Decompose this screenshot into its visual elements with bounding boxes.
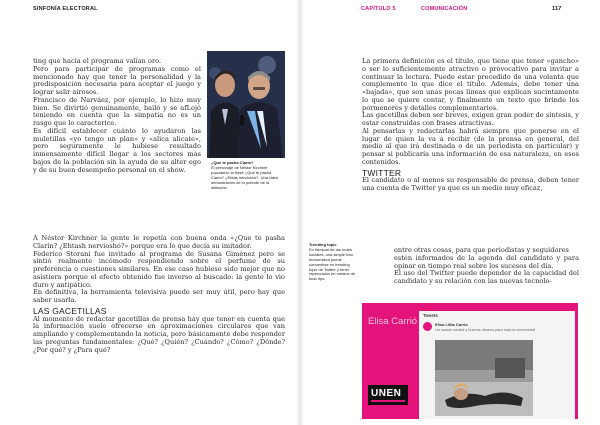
left-column-bottom xyxy=(33,235,285,354)
tweet-photo-illustration xyxy=(435,340,533,416)
section-heading-gacetillas: LAS GACETILLAS xyxy=(33,305,107,316)
twitter-screenshot xyxy=(362,303,578,419)
side-note-text: En tiempos de las redes sociales, una simple foto humorística puede convertirse en trending topic de Twitter y tener repercusión en medios de todo tipo. xyxy=(309,246,356,282)
tweet-text: Un saludo cordial y buenos deseos para toda la comunidad xyxy=(435,328,535,332)
page-number: 117 xyxy=(552,6,562,12)
body-paragraph: Las gacetillas deben ser breves, exigen gran poder de síntesis, y estar construidas con frases atractivas. xyxy=(362,111,579,127)
section-label: COMUNICACIÓN xyxy=(421,6,468,12)
tweets-tab-label: Tweets xyxy=(423,313,438,318)
tweet-photo xyxy=(435,340,533,416)
tweet-handle: Elisa Lilita Carrió xyxy=(435,322,468,327)
body-paragraph: ting que hacía el programa valían oro. xyxy=(33,57,162,65)
tv-show-photo-illustration xyxy=(207,51,285,158)
imitation-photo xyxy=(207,51,285,158)
body-paragraph: Francisco de Narváez, por ejemplo, lo hizo muy bien. Se divirtió genuinamente, bailó y se afLojó teniendo en cuenta que la simpatía no es un rasgo que lo caracterice. xyxy=(33,95,201,127)
book-gutter xyxy=(296,0,304,425)
twitter-profile-name: Elisa Carrió xyxy=(368,316,418,327)
section-heading-twitter: TWITTER xyxy=(362,167,402,178)
twitter-avatar xyxy=(423,322,432,331)
photo-caption-text: El personaje de Néstor Kirchner popularizó la frase ¿Qué te pasha Clarín? ¿Ehtás nervioshó?. Una clara demostración de lo potente de la imitación. xyxy=(211,164,278,190)
body-paragraph: En definitiva, la herramienta televisiva puede ser muy útil, pero hay que saber usarla. xyxy=(33,288,285,304)
body-paragraph: A Néstor Kirchner la gente le repetía con buena onda «¿Que te pasha Clarín? ¿Ehtash nervioshó?» porque era lo que decía su imitador. xyxy=(33,234,285,250)
photo-caption-title: ¿Qué te pasha Clarín? xyxy=(211,160,254,165)
body-paragraph: Al pensarlas y redactarlas habrá siempre que ponerse en el lugar de quien la va a recibir (de la prensa en general, del medio al que irá destinada o de un periodista en particular) y pensar si publicaría una información de esa naturaleza, en esos contenidos. xyxy=(362,126,579,166)
body-paragraph: La primera definición es el título, que tiene que tener «gancho» o ser lo suficientemente atractivo o provocativo para invitar a continuar la lectura. Puede estar precedido de una volanta que complemente lo que dice el título. Además, debe tener una «bajada», que son unas pocas líneas que explican sucintamente lo que se quiere contar, y finalmente un texto que brinde los pormenores y detalles complementarios. xyxy=(362,57,579,112)
wrapped-line: El uso del Twitter puede depender de la capacidad del candidato y su relación con las nuevas tecnolo- xyxy=(394,269,579,285)
chapter-label: CAPÍTULO 5 xyxy=(361,6,396,12)
body-paragraph: Pero para participar de programas como el mencionado hay que tener la personalidad y la predisposición necesaria para aceptar el juego y lograr salir airosos. xyxy=(33,64,201,96)
right-column-wrapped xyxy=(394,247,579,286)
unen-badge xyxy=(368,385,408,405)
left-column-top xyxy=(33,58,201,174)
side-note-title: Trending topic xyxy=(309,242,337,247)
photo-caption xyxy=(211,161,283,190)
book-title: SINFONÍA ELECTORAL xyxy=(33,6,98,12)
body-paragraph: Es difícil establecer cuánto lo ayudaron las muletillas «yo tengo un plan» y «alica alicate», pero seguramente le hubiese resultado inmensamente difícil llegar a los sectores más bajos de la población sin la ayuda de su alter ego y de su buen desempeño personal en el show. xyxy=(33,126,201,174)
body-paragraph: El candidato o al menos su responsable de prensa, deben tener una cuenta de Twitter ya que es un medio muy eficaz, xyxy=(362,176,579,192)
wrapped-line: estén informados de la agenda del candidato y para opinar en tiempo real sobre los sucesos del día. xyxy=(394,253,579,270)
body-paragraph: Al momento de redactar gacetillas de prensa hay que tener en cuenta que la información suele ofrecerse en aproximaciones circulares que van ampliando y complementando la noticia, pero básicamente debe responder las preguntas fundamentales: ¿Qué? ¿Quién? ¿Cuándo? ¿Cómo? ¿Dónde? ¿Por qué? y ¿Para qué? xyxy=(33,314,285,354)
side-note xyxy=(309,243,359,282)
wrapped-line: entre otras cosas, para que periodistas y seguidores xyxy=(394,246,569,254)
right-column-top xyxy=(362,58,579,193)
unen-badge-text: UNEN xyxy=(371,388,402,399)
body-paragraph: Federico Storani fue invitado al programa de Susana Giménez pero se sintió realmente incómodo respondiendo sobre el perfume de su preferencia o cuestiones similares. En ese caso hubiese sido mejor que no asistiera porque el efecto obtenido fue inverso al buscado: la gente lo vio duro y antipático. xyxy=(33,249,285,289)
tweet-panel xyxy=(419,311,575,419)
